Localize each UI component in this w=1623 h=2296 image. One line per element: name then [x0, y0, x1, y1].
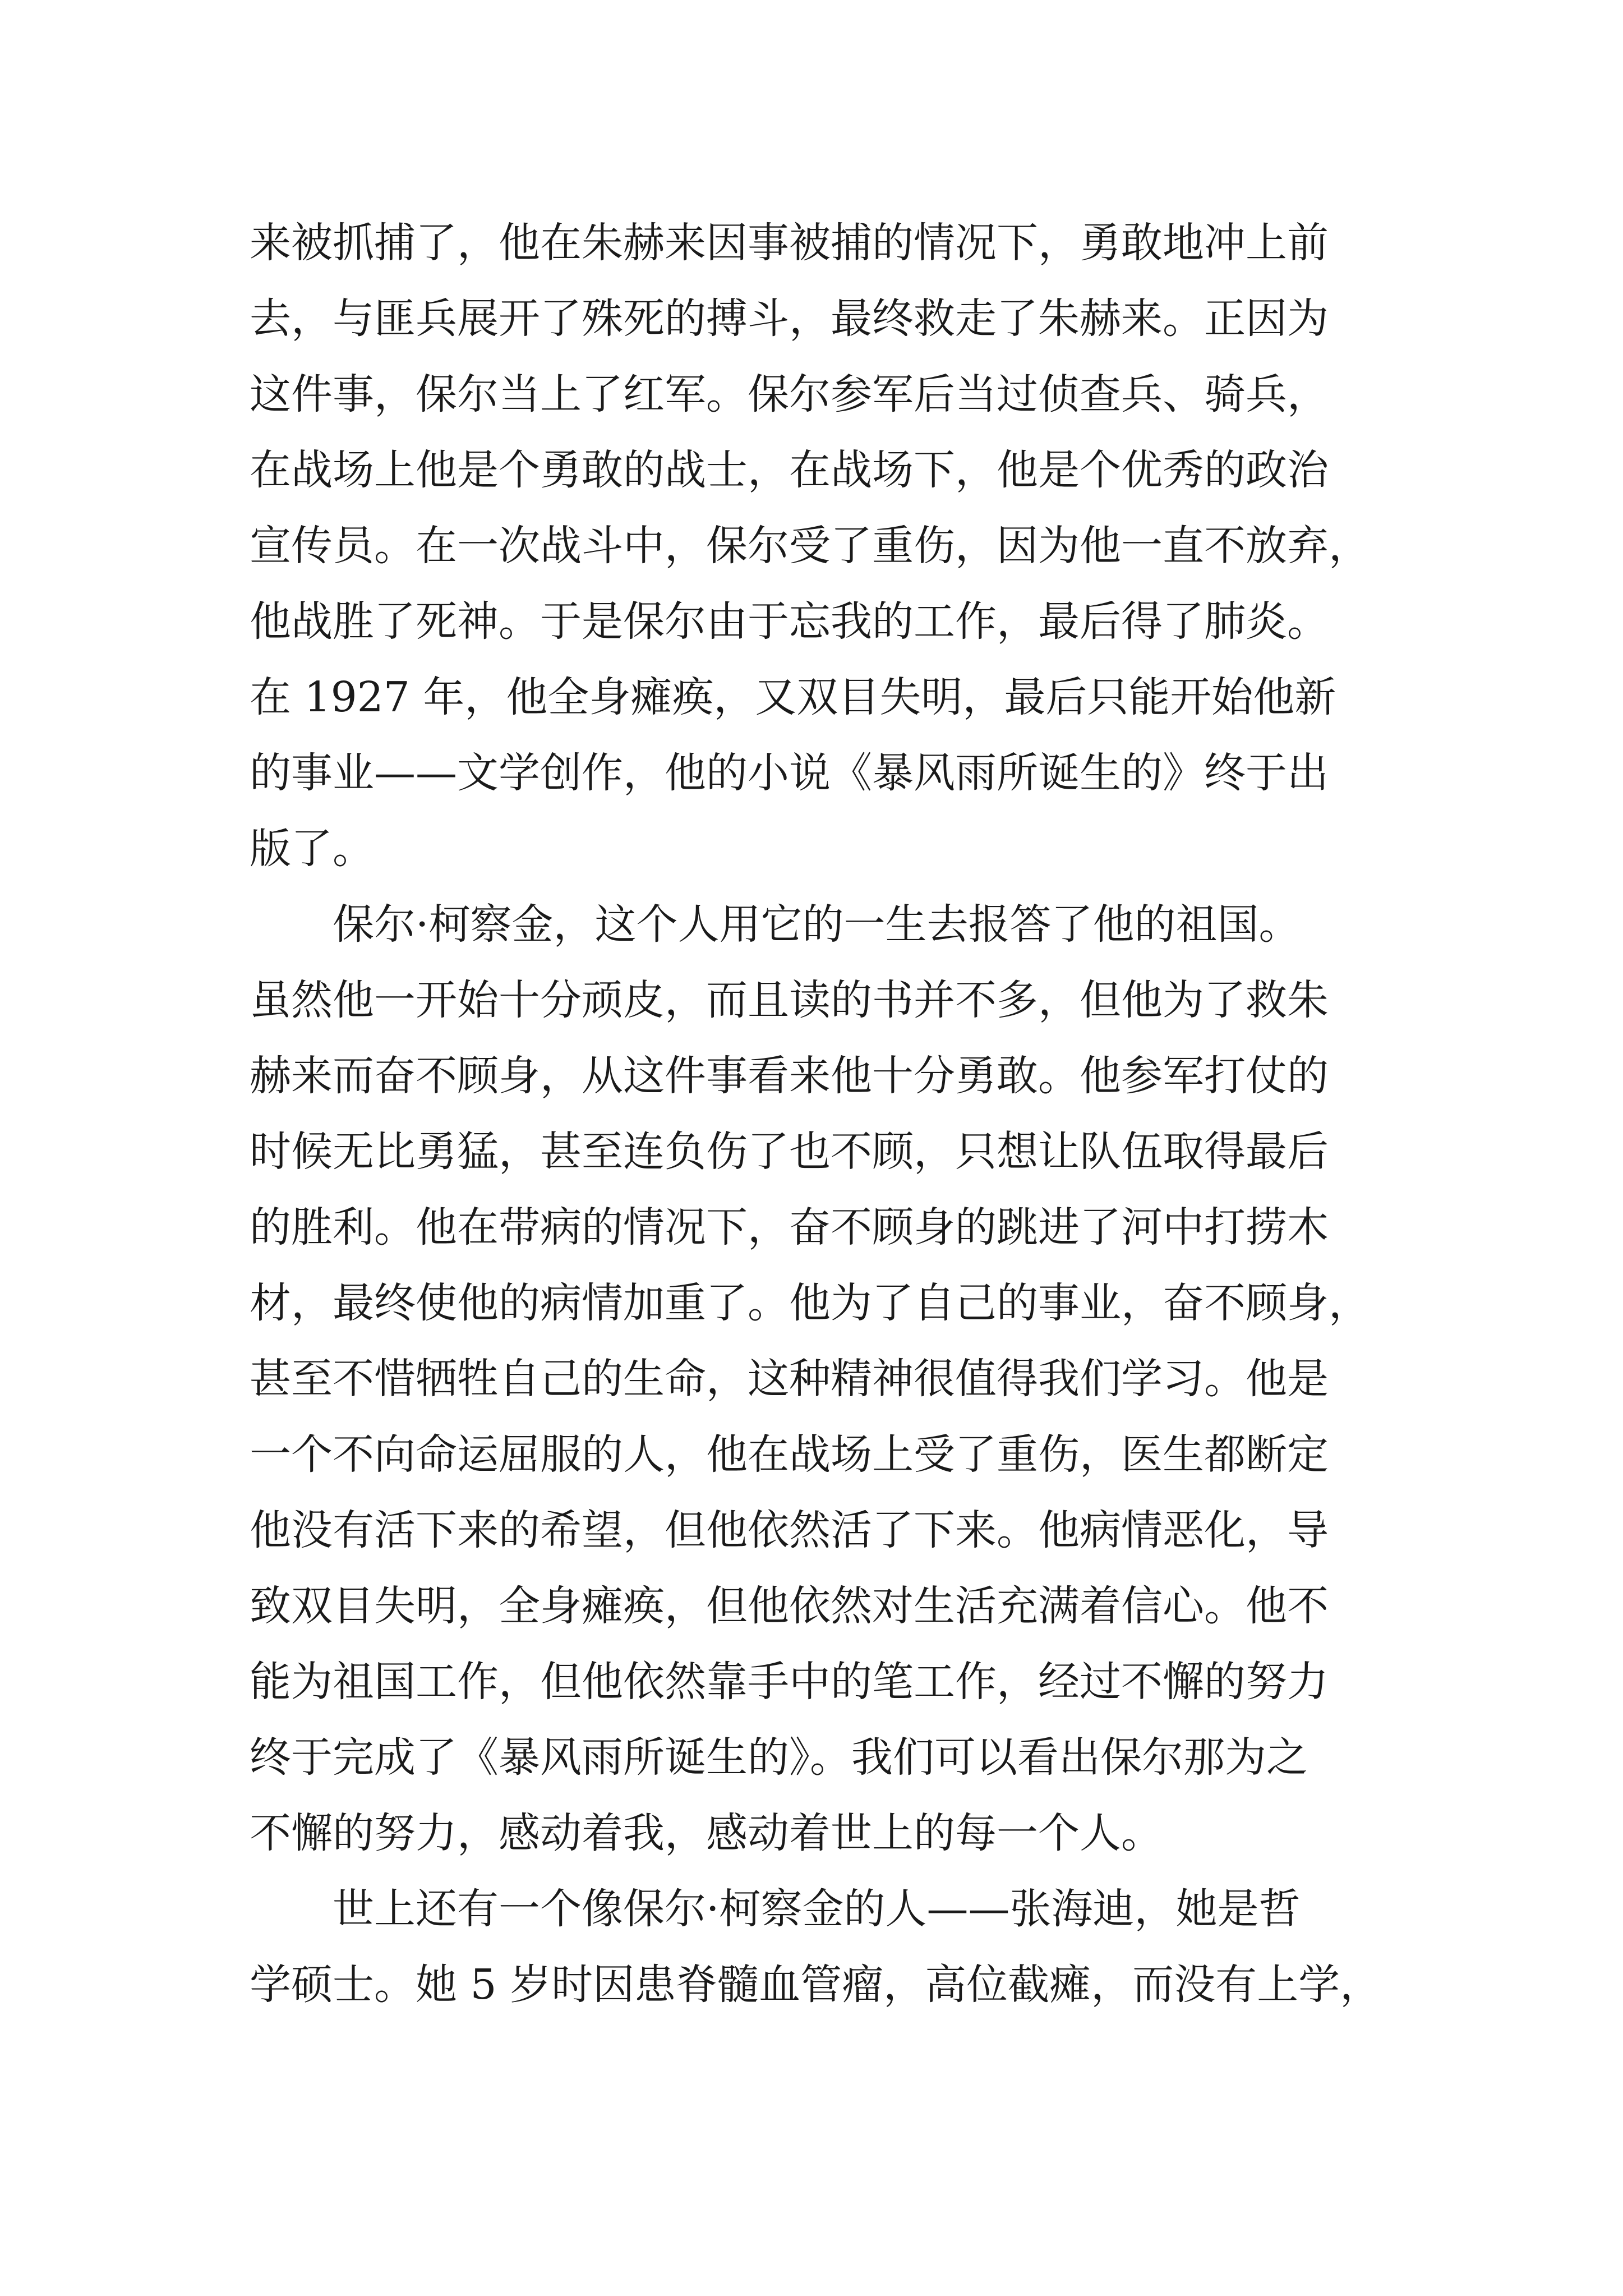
text-line: 他战胜了死神。于是保尔由于忘我的工作，最后得了肺炎。	[250, 597, 1329, 646]
text-line: 不懈的努力，感动着我，感动着世上的每一个人。	[250, 1809, 1163, 1857]
text-line: 去，与匪兵展开了殊死的搏斗，最终救走了朱赫来。正因为	[250, 295, 1329, 343]
paragraph-start-line: 保尔·柯察金，这个人用它的一生去报答了他的祖国。	[333, 900, 1301, 949]
text-line: 赫来而奋不顾身，从这件事看来他十分勇敢。他参军打仗的	[250, 1052, 1329, 1100]
text-line: 在战场上他是个勇敢的战士，在战场下，他是个优秀的政治	[250, 446, 1329, 494]
text-line: 终于完成了《暴风雨所诞生的》。我们可以看出保尔那为之	[250, 1733, 1308, 1782]
paragraph-start-line: 世上还有一个像保尔·柯察金的人——张海迪，她是哲	[333, 1885, 1301, 1933]
text-line: 虽然他一开始十分顽皮，而且读的书并不多，但他为了救朱	[250, 976, 1329, 1024]
text-line: 来被抓捕了，他在朱赫来因事被捕的情况下，勇敢地冲上前	[250, 219, 1329, 267]
text-line: 版了。	[250, 825, 374, 873]
text-line: 宣传员。在一次战斗中，保尔受了重伤，因为他一直不放弃，	[250, 522, 1370, 570]
text-line: 的胜利。他在带病的情况下，奋不顾身的跳进了河中打捞木	[250, 1203, 1329, 1251]
text-line: 这件事，保尔当上了红军。保尔参军后当过侦查兵、骑兵，	[250, 370, 1329, 418]
text-line: 一个不向命运屈服的人，他在战场上受了重伤，医生都断定	[250, 1430, 1329, 1479]
text-line: 材，最终使他的病情加重了。他为了自己的事业，奋不顾身，	[250, 1279, 1370, 1327]
text-line: 的事业——文学创作，他的小说《暴风雨所诞生的》终于出	[250, 749, 1329, 797]
text-line: 学硕士。她 5 岁时因患脊髓血管瘤，高位截瘫，而没有上学，	[250, 1961, 1382, 2009]
text-line: 能为祖国工作，但他依然靠手中的笔工作，经过不懈的努力	[250, 1658, 1329, 1706]
text-line: 致双目失明，全身瘫痪，但他依然对生活充满着信心。他不	[250, 1582, 1329, 1630]
text-line: 甚至不惜牺牲自己的生命，这种精神很值得我们学习。他是	[250, 1355, 1329, 1403]
text-line: 时候无比勇猛，甚至连负伤了也不顾，只想让队伍取得最后	[250, 1128, 1329, 1176]
text-line: 他没有活下来的希望，但他依然活了下来。他病情恶化，导	[250, 1506, 1329, 1554]
text-line: 在 1927 年，他全身瘫痪，又双目失明，最后只能开始他新	[250, 673, 1336, 721]
